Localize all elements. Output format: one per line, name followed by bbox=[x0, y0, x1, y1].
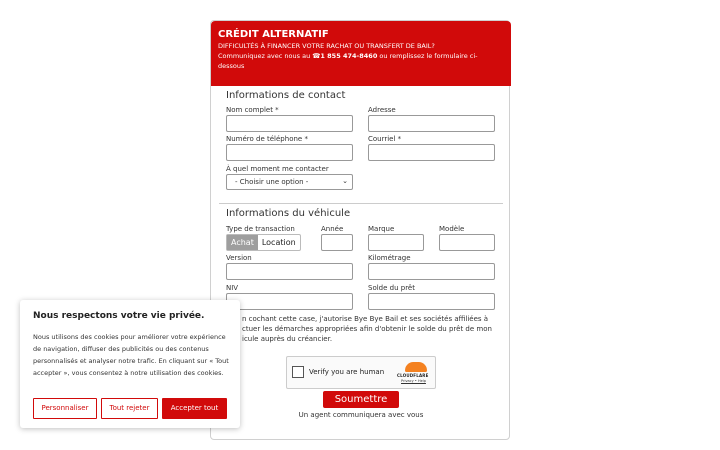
cookie-accept-button[interactable]: Accepter tout bbox=[162, 398, 227, 419]
banner-line-1: DIFFICULTÉS À FINANCER VOTRE RACHAT OU TRANSFERT DE BAIL? bbox=[218, 42, 435, 50]
consent-text bbox=[242, 314, 492, 344]
submit-button[interactable]: Soumettre bbox=[323, 391, 399, 408]
email-label: Courriel * bbox=[368, 135, 402, 143]
cookie-banner bbox=[20, 300, 240, 428]
captcha-privacy-help-links[interactable]: Privacy • Help bbox=[401, 379, 426, 383]
model-input[interactable] bbox=[439, 234, 495, 251]
mileage-input[interactable] bbox=[368, 263, 495, 280]
captcha-label: Verify you are human bbox=[309, 368, 385, 376]
model-label: Modèle bbox=[439, 225, 465, 233]
contact-time-label: À quel moment me contacter bbox=[226, 165, 329, 173]
cookie-title: Nous respectons votre vie privée. bbox=[33, 311, 205, 321]
contact-section-title: Informations de contact bbox=[226, 90, 346, 101]
cloudflare-wordmark: CLOUDFLARE bbox=[397, 373, 429, 378]
cookie-reject-button[interactable]: Tout rejeter bbox=[101, 398, 158, 419]
make-input[interactable] bbox=[368, 234, 424, 251]
contact-time-select[interactable] bbox=[226, 174, 353, 190]
make-label: Marque bbox=[368, 225, 395, 233]
banner-line-2-prefix: Communiquez avec nous au bbox=[218, 52, 313, 60]
address-input[interactable] bbox=[368, 115, 495, 132]
banner-line-2-suffix: ou remplissez le formulaire ci- bbox=[377, 52, 478, 60]
full-name-input[interactable] bbox=[226, 115, 353, 132]
credit-banner bbox=[211, 21, 511, 86]
transaction-type-label: Type de transaction bbox=[226, 225, 295, 233]
phone-number-link[interactable]: 1 855 474-8460 bbox=[320, 52, 378, 60]
phone-label: Numéro de téléphone * bbox=[226, 135, 308, 143]
submit-note: Un agent communiquera avec vous bbox=[298, 411, 424, 419]
cloudflare-logo-icon bbox=[397, 362, 429, 384]
address-label: Adresse bbox=[368, 106, 396, 114]
captcha-checkbox[interactable] bbox=[292, 366, 304, 378]
cookie-customize-button[interactable]: Personnaliser bbox=[33, 398, 97, 419]
full-name-label: Nom complet * bbox=[226, 106, 279, 114]
captcha-widget bbox=[286, 356, 436, 389]
credit-form-card bbox=[210, 20, 510, 440]
vehicle-section-title: Informations du véhicule bbox=[226, 208, 351, 219]
option-purchase[interactable]: Achat bbox=[227, 235, 258, 250]
version-label: Version bbox=[226, 254, 252, 262]
loan-balance-label: Solde du prêt bbox=[368, 284, 415, 292]
consent-line-1: n cochant cette case, j'autorise Bye Bye Bail et ses sociétés affiliées à bbox=[242, 315, 489, 323]
loan-balance-input[interactable] bbox=[368, 293, 495, 310]
phone-input[interactable] bbox=[226, 144, 353, 161]
year-label: Année bbox=[321, 225, 344, 233]
section-divider bbox=[219, 203, 503, 204]
cookie-text: Nous utilisons des cookies pour améliorer votre expérience de navigation, diffuser des publicités ou des contenus personnalisés et analyser notre trafic. En cliquant sur « Tout accepter », vous consentez à notre utilisation des cookies. bbox=[33, 333, 229, 377]
option-lease[interactable]: Location bbox=[261, 238, 296, 247]
mileage-label: Kilométrage bbox=[368, 254, 411, 262]
phone-icon: ☎ bbox=[312, 52, 321, 60]
version-input[interactable] bbox=[226, 263, 353, 280]
chevron-down-icon: ⌄ bbox=[342, 177, 348, 185]
banner-line-3: dessous bbox=[218, 62, 245, 70]
contact-time-selected: - Choisir une option - bbox=[235, 178, 309, 186]
year-input[interactable] bbox=[321, 234, 353, 251]
email-input[interactable] bbox=[368, 144, 495, 161]
vin-input[interactable] bbox=[226, 293, 353, 310]
banner-line-2 bbox=[218, 51, 504, 61]
vin-label: NIV bbox=[226, 284, 239, 292]
consent-line-3: icule auprès du créancier. bbox=[242, 335, 333, 343]
transaction-type-toggle bbox=[226, 234, 301, 251]
banner-title: CRÉDIT ALTERNATIF bbox=[218, 29, 329, 40]
cloud-icon bbox=[405, 362, 427, 372]
consent-line-2: ctuer les démarches appropriées afin d'obtenir le solde du prêt de mon bbox=[242, 325, 492, 333]
